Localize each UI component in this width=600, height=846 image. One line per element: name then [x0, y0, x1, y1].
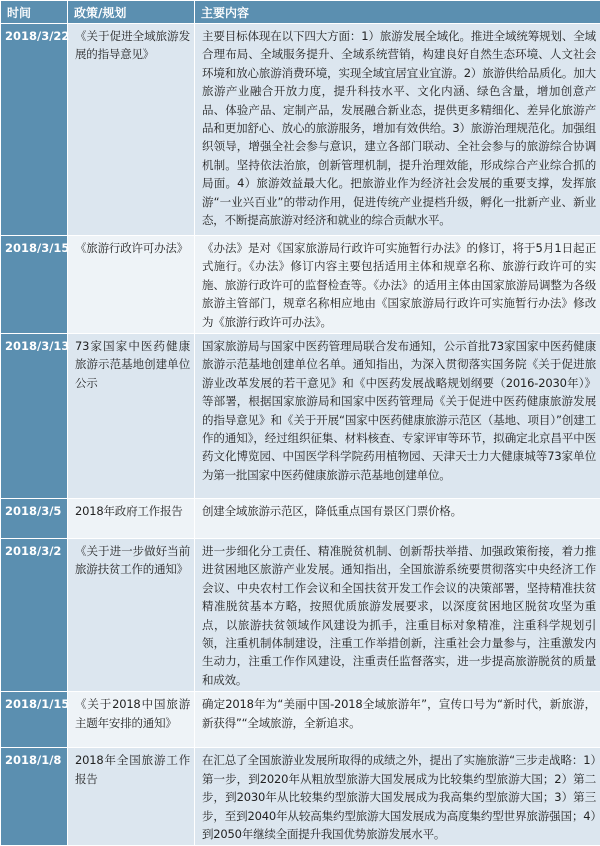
row-policy: 73家国家中医药健康旅游示范基地创建单位公示: [68, 334, 195, 499]
table-row: [1, 24, 600, 236]
row-content: 进一步细化分工责任、精准脱贫机制、创新帮扶举措、加强政策衔接，着力推进贫困地区旅游产业发展。通知指出，全国旅游系统要贯彻落实中央经济工作会议、中央农村工作会议和全国扶贫开发工作会议的决策部署，坚持精准扶贫精准脱贫基本方略，按照优质旅游发展要求，以深度贫困地区脱贫攻坚为重点，以旅游扶贫领域作风建设为抓手，注重目标对象精准，注重科学规划引领，注重机制体制建设，注重工作举措创新，注重社会力量参与，注重激发内生动力，注重工作作风建设，注重责任监督落实，进一步提高旅游脱贫的质量和成效。: [195, 539, 600, 692]
table-row: [1, 334, 600, 499]
header-content: 主要内容: [195, 1, 600, 24]
row-date: 2018/3/22: [1, 24, 68, 236]
row-date: 2018/3/2: [1, 539, 68, 692]
row-date: 2018/3/15: [1, 236, 68, 334]
row-content: 创建全域旅游示范区，降低重点国有景区门票价格。: [195, 499, 600, 539]
row-date: 2018/3/13: [1, 334, 68, 499]
row-policy: 2018年全国旅游工作报告: [68, 748, 195, 846]
header-row: [1, 1, 600, 24]
row-content: 在汇总了全国旅游业发展所取得的成绩之外，提出了实施旅游“三步走战略：1）第一步，到2020年从粗放型旅游大国发展成为比较集约型旅游大国；2）第二步，到2030年从比较集约型旅游大国发展成为我高集约型旅游大国；3）第三步，至到2040年从较高集约型旅游大国发展成为高度集约型世界旅游强国；4）到2050年继续全面提升我国优势旅游发展水平。: [195, 748, 600, 846]
row-date: 2018/1/15: [1, 692, 68, 748]
row-policy: 2018年政府工作报告: [68, 499, 195, 539]
row-content: 《办法》是对《国家旅游局行政许可实施暂行办法》的修订，将于5月1日起正式施行。《办法》修订内容主要包括适用主体和规章名称、旅游行政许可的实施、旅游行政许可的监督检查等。《办法》的适用主体由国家旅游局调整为各级旅游主管部门，规章名称相应地由《国家旅游局行政许可实施暂行办法》修改为《旅游行政许可办法》。: [195, 236, 600, 334]
row-date: 2018/3/5: [1, 499, 68, 539]
row-policy: 《关于进一步做好当前旅游扶贫工作的通知》: [68, 539, 195, 692]
table-row: [1, 539, 600, 692]
row-content: 主要目标体现在以下四大方面：1）旅游发展全域化。推进全域统筹规划、全域合理布局、全域服务提升、全域系统营销，构建良好自然生态环境、人文社会环境和放心旅游消费环境，实现全域宜居宜业宜游。2）旅游供给品质化。加大旅游产业融合开放力度，提升科技水平、文化内涵、绿色含量，增加创意产品、体验产品、定制产品，发展融合新业态，提供更多精细化、差异化旅游产品和更加舒心、放心的旅游服务，增加有效供给。3）旅游治理规范化。加强组织领导，增强全社会参与意识，建立各部门联动、全社会参与的旅游综合协调机制。坚持依法治旅，创新管理机制，提升治理效能，形成综合产业综合抓的局面。4）旅游效益最大化。把旅游业作为经济社会发展的重要支撑，发挥旅游“一业兴百业”的带动作用，促进传统产业提档升级，孵化一批新产业、新业态，不断提高旅游对经济和就业的综合贡献水平。: [195, 24, 600, 236]
row-date: 2018/1/8: [1, 748, 68, 846]
header-date: 时间: [1, 1, 68, 24]
table-row: [1, 499, 600, 539]
row-content: 国家旅游局与国家中医药管理局联合发布通知，公示首批73家国家中医药健康旅游示范基地创建单位名单。通知指出，为深入贯彻落实国务院《关于促进旅游业改革发展的若干意见》和《中医药发展战略规划纲要（2016-2030年）》等部署，根据国家旅游局和国家中医药管理局《关于促进中医药健康旅游发展的指导意见》和《关于开展“国家中医药健康旅游示范区（基地、项目）”创建工作的通知》，经过组织征集、材料核查、专家评审等环节，拟确定北京昌平中医药文化博览园、中国医学科学院药用植物园、天津天士力大健康城等73家单位为第一批国家中医药健康旅游示范基地创建单位。: [195, 334, 600, 499]
table-row: [1, 692, 600, 748]
row-policy: 《关于促进全域旅游发展的指导意见》: [68, 24, 195, 236]
row-policy: 《关于2018中国旅游主题年安排的通知》: [68, 692, 195, 748]
table-row: [1, 236, 600, 334]
table-row: [1, 748, 600, 846]
row-content: 确定2018年为“美丽中国-2018全域旅游年”，宣传口号为“新时代，新旅游，新获得”“全域旅游，全新追求。: [195, 692, 600, 748]
header-policy: 政策/规划: [68, 1, 195, 24]
row-policy: 《旅游行政许可办法》: [68, 236, 195, 334]
